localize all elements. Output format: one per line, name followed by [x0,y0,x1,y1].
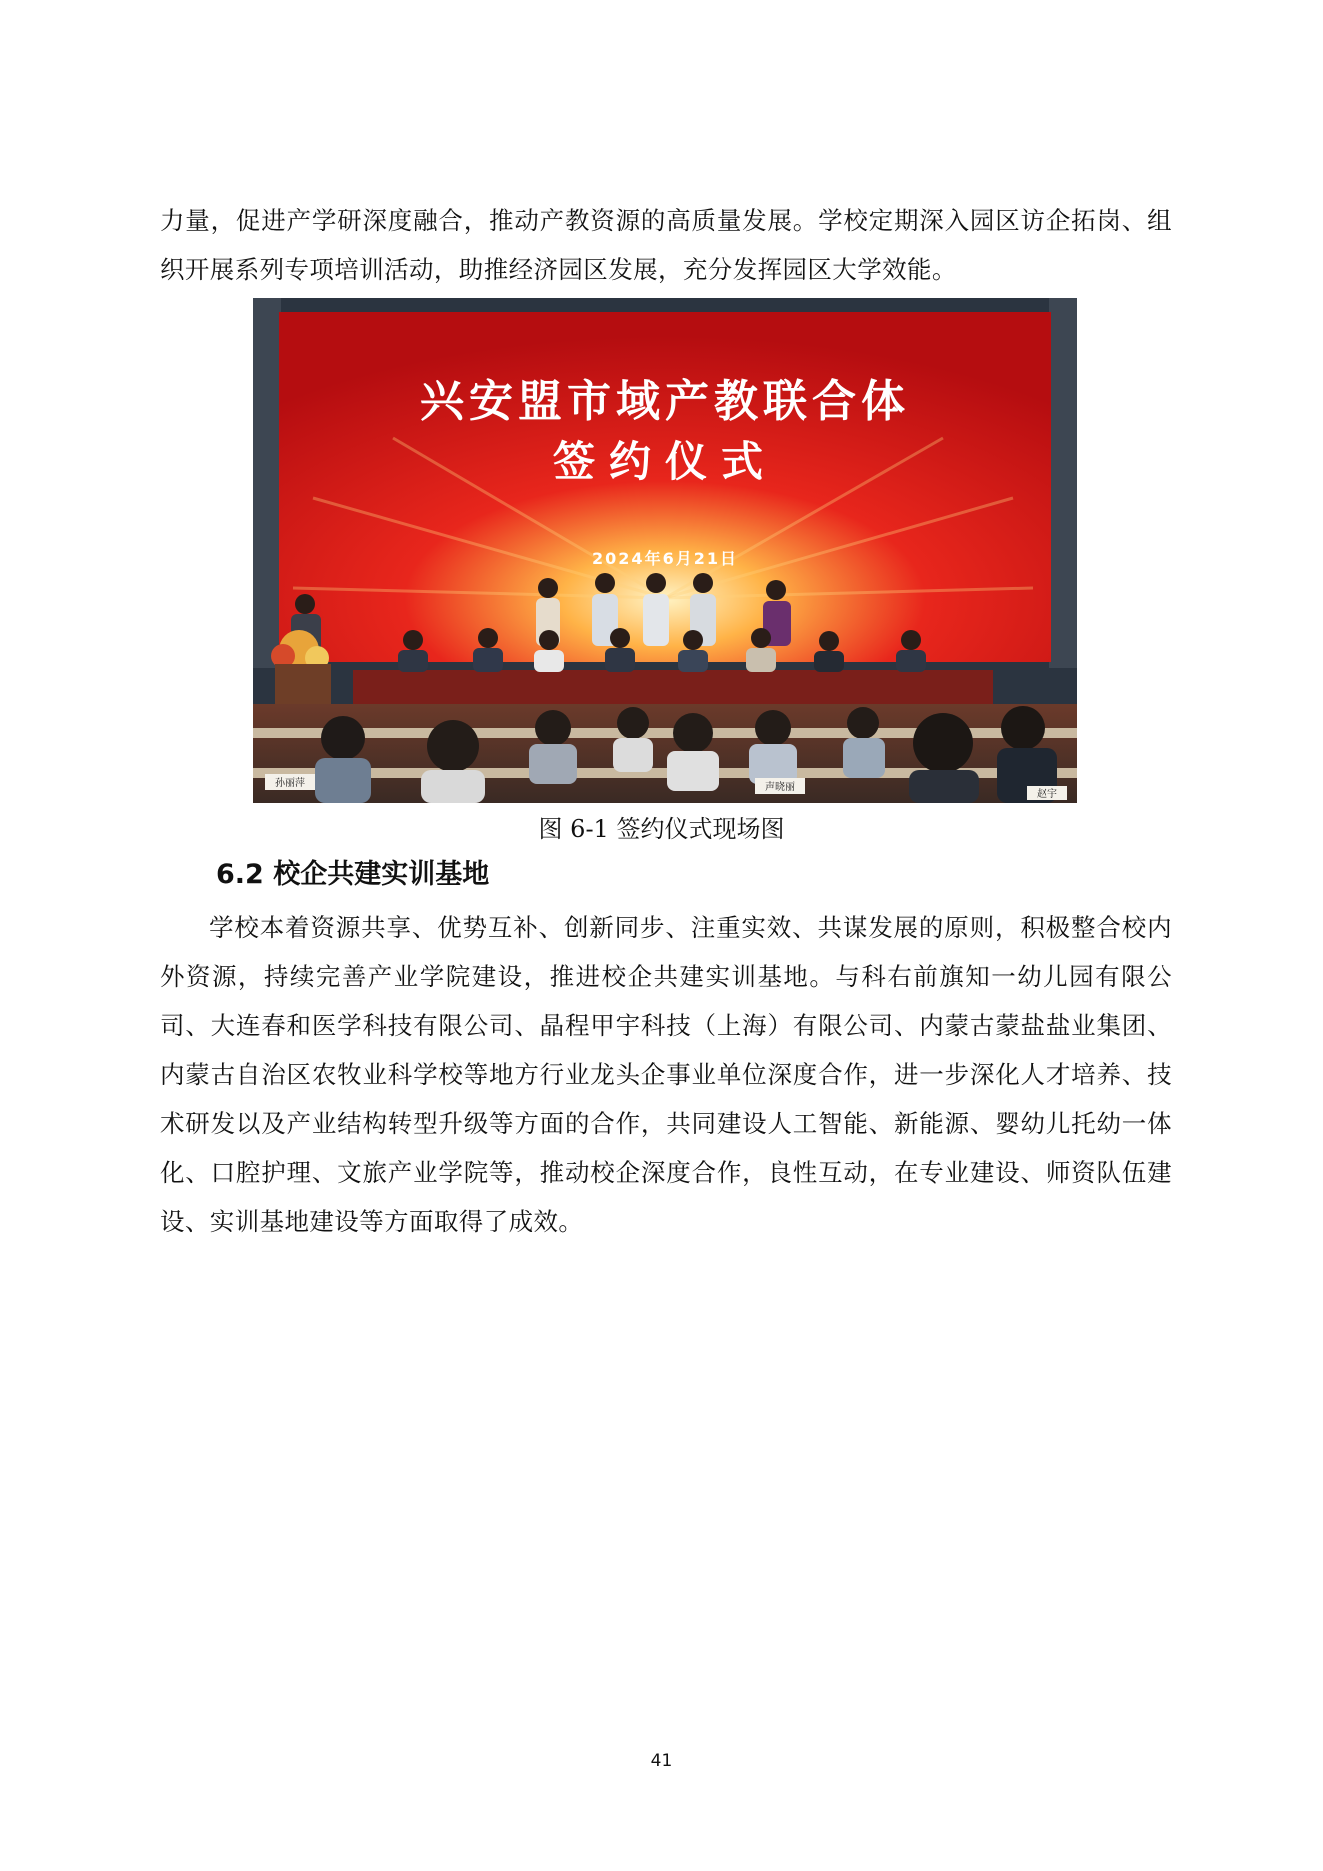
paragraph-continuation: 力量，促进产学研深度融合，推动产教资源的高质量发展。学校定期深入园区访企拓岗、组织开展系列专项培训活动，助推经济园区发展，充分发挥园区大学效能。 [160,206,1172,284]
signing-table [353,670,993,704]
banner-title-line2: 签约仪式 [552,437,778,486]
banner-title-line1: 兴安盟市域产教联合体 [420,376,910,427]
paragraph-section-body: 学校本着资源共享、优势互补、创新同步、注重实效、共谋发展的原则，积极整合校内外资源，持续完善产业学院建设，推进校企共建实训基地。与科右前旗知一幼儿园有限公司、大连春和医学科技有限公司、晶程甲宇科技（上海）有限公司、内蒙古蒙盐盐业集团、内蒙古自治区农牧业科学校等地方行业龙头企事业单位深度合作，进一步深化人才培养、技术研发以及产业结构转型升级等方面的合作，共同建设人工智能、新能源、婴幼儿托幼一体化、口腔护理、文旅产业学院等，推动校企深度合作，良性互动，在专业建设、师资队伍建设、实训基地建设等方面取得了成效。 [160,913,1172,1236]
name-tag: 赵宇 [1037,789,1057,800]
figure-caption: 图 6-1 签约仪式现场图 [538,815,785,843]
page-number: 41 [650,1751,673,1771]
signing-ceremony-photo [253,298,1077,803]
name-tag: 孙丽萍 [275,778,305,789]
section-heading: 6.2 校企共建实训基地 [216,859,490,890]
banner-date: 2024年6月21日 [592,549,738,568]
name-tag: 声晓丽 [765,782,795,793]
